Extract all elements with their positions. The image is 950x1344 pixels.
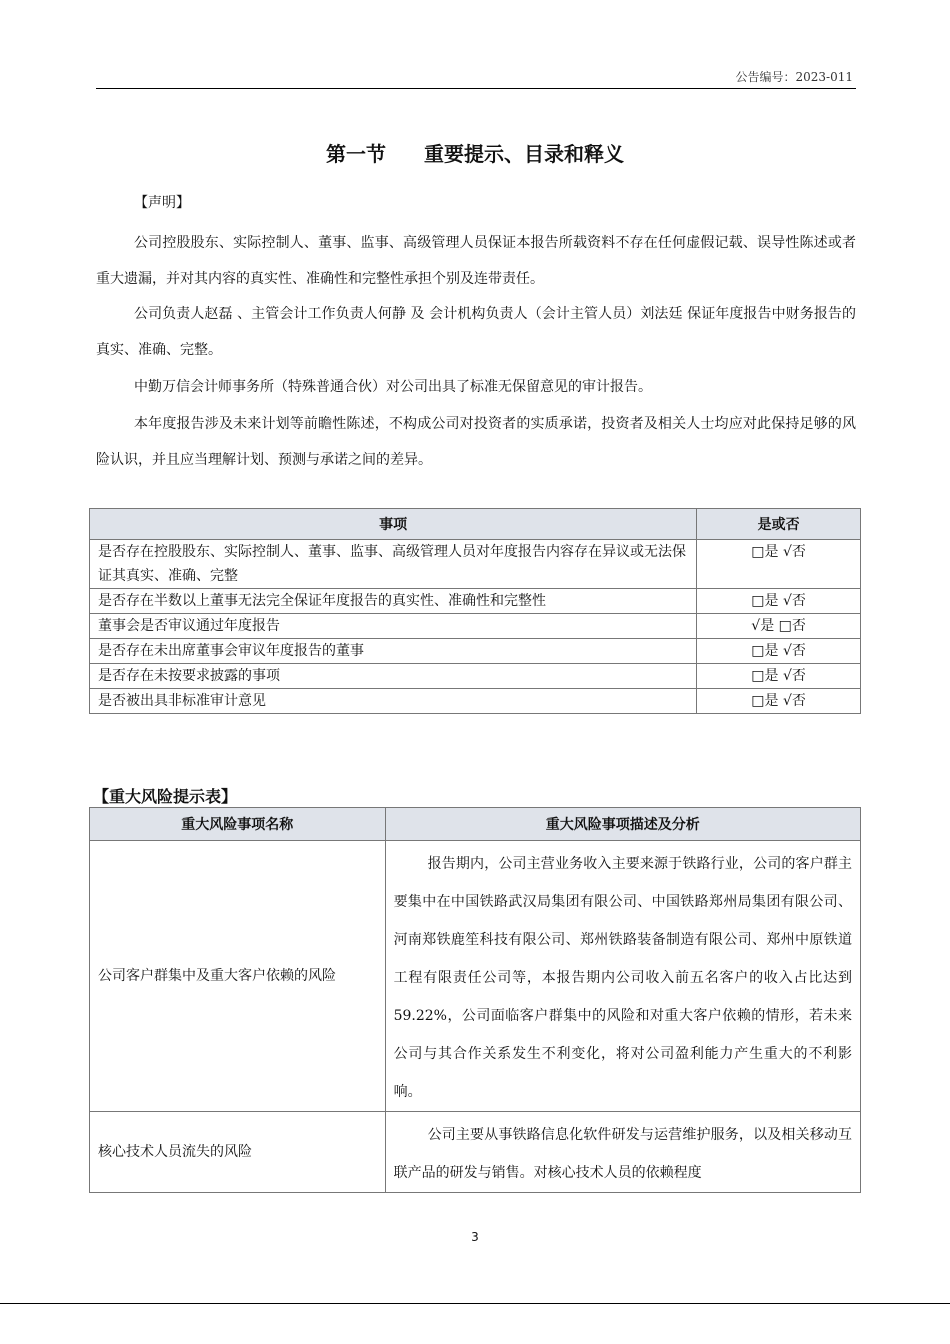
table-row <box>90 639 861 664</box>
header-rule <box>96 88 856 89</box>
table-row <box>90 664 861 689</box>
checklist-item: 是否存在未按要求披露的事项 <box>90 664 697 689</box>
declaration-paragraph: 中勤万信会计师事务所（特殊普通合伙）对公司出具了标准无保留意见的审计报告。 <box>134 379 652 395</box>
checklist-table <box>89 508 861 714</box>
checklist-item: 是否存在未出席董事会审议年度报告的董事 <box>90 639 697 664</box>
risk-description: 公司主要从事铁路信息化软件研发与运营维护服务，以及相关移动互联产品的研发与销售。对核心技术人员的依赖程度 <box>385 1112 860 1193</box>
checklist-answer: □是 √否 <box>697 589 861 614</box>
checklist-answer: □是 √否 <box>697 639 861 664</box>
section-title <box>0 138 950 167</box>
risk-name: 公司客户群集中及重大客户依赖的风险 <box>90 841 386 1112</box>
checklist-item: 是否存在控股股东、实际控制人、董事、监事、高级管理人员对年度报告内容存在异议或无法保证其真实、准确、完整 <box>90 540 697 589</box>
bottom-rule <box>0 1303 950 1304</box>
table-row <box>90 841 861 1112</box>
risk-table-title: 【重大风险提示表】 <box>93 787 238 806</box>
declaration-paragraph: 公司负责人赵磊 、主管会计工作负责人何静 及 会计机构负责人（会计主管人员）刘法廷 保证年度报告中财务报告的真实、准确、完整。 <box>96 306 856 358</box>
checklist-item: 董事会是否审议通过年度报告 <box>90 614 697 639</box>
checklist-item: 是否存在半数以上董事无法完全保证年度报告的真实性、准确性和完整性 <box>90 589 697 614</box>
table-row <box>90 540 861 589</box>
checklist-answer: □是 √否 <box>697 540 861 589</box>
declaration-label: 【声明】 <box>134 195 190 211</box>
risk-table <box>89 807 861 1193</box>
checklist-answer: √是 □否 <box>697 614 861 639</box>
risk-name: 核心技术人员流失的风险 <box>90 1112 386 1193</box>
checklist-answer: □是 √否 <box>697 664 861 689</box>
section-number: 第一节 <box>326 142 386 166</box>
table-row <box>90 1112 861 1193</box>
checklist-header-answer: 是或否 <box>697 509 861 540</box>
section-heading: 重要提示、目录和释义 <box>424 142 624 166</box>
checklist-answer: □是 √否 <box>697 689 861 714</box>
risk-description: 报告期内，公司主营业务收入主要来源于铁路行业，公司的客户群主要集中在中国铁路武汉局集团有限公司、中国铁路郑州局集团有限公司、河南郑铁鹿笙科技有限公司、郑州铁路装备制造有限公司、郑州中原铁道工程有限责任公司等，本报告期内公司收入前五名客户的收入占比达到 59.22%，公司面临客户群集中的风险和对重大客户依赖的情形，若未来公司与其合作关系发生不利变化，将对公司盈利能力产生重大的不利影响。 <box>385 841 860 1112</box>
table-row <box>90 589 861 614</box>
risk-header-description: 重大风险事项描述及分析 <box>385 808 860 841</box>
declaration-paragraph: 本年度报告涉及未来计划等前瞻性陈述，不构成公司对投资者的实质承诺，投资者及相关人士均应对此保持足够的风险认识，并且应当理解计划、预测与承诺之间的差异。 <box>96 416 856 468</box>
risk-header-name: 重大风险事项名称 <box>90 808 386 841</box>
page-number: 3 <box>471 1230 479 1244</box>
table-row <box>90 689 861 714</box>
checklist-item: 是否被出具非标准审计意见 <box>90 689 697 714</box>
declaration-paragraph: 公司控股股东、实际控制人、董事、监事、高级管理人员保证本报告所载资料不存在任何虚假记载、误导性陈述或者重大遗漏，并对其内容的真实性、准确性和完整性承担个别及连带责任。 <box>96 235 856 287</box>
checklist-header-item: 事项 <box>90 509 697 540</box>
table-row <box>90 614 861 639</box>
announcement-number: 公告编号：2023-011 <box>735 70 853 84</box>
